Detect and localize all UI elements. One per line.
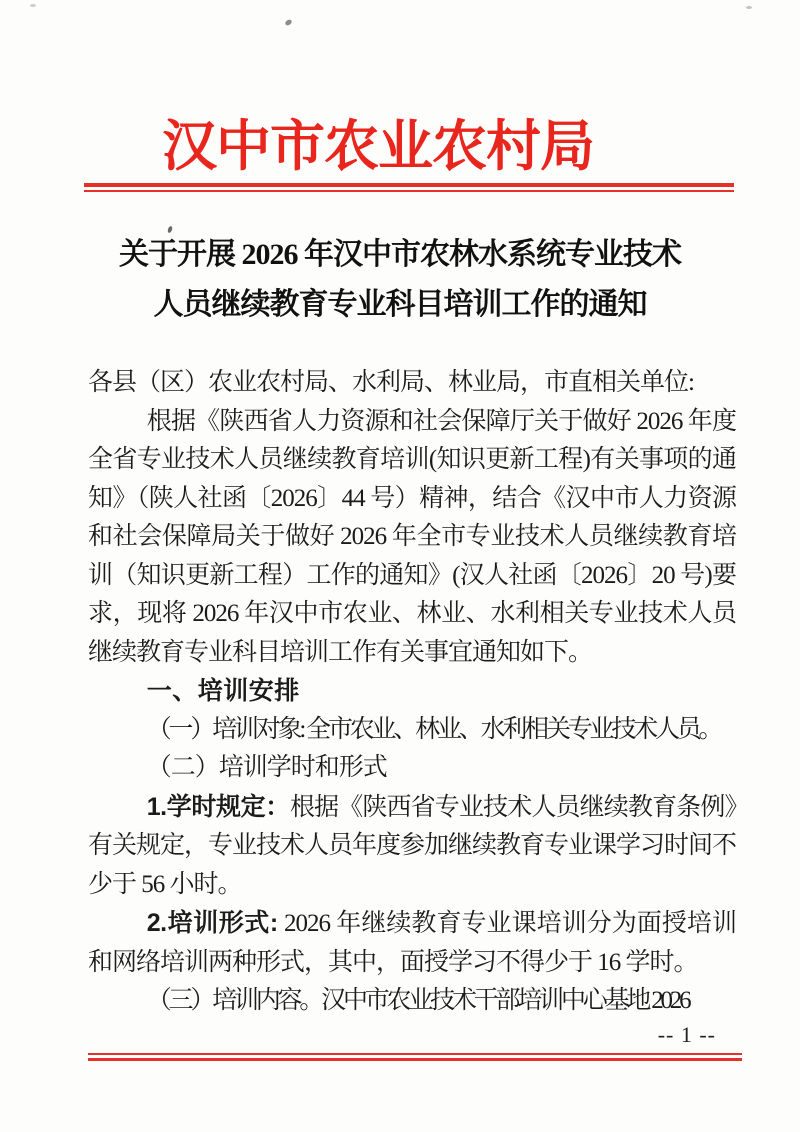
scan-speck <box>746 6 752 9</box>
notice-body <box>88 364 736 1021</box>
footer-double-rule <box>88 1053 742 1061</box>
paragraph-basis: 根据《陕西省人力资源和社会保障厅关于做好 2026 年度全省专业技术人员继续教育培训(知识更新工程)有关事项的通知》（陕人社函〔2026〕44 号）精神，结合《汉中市人力资源和社会保障局关于做好 2026 年全市专业技术人员继续教育培训（知识更新工程）工作的通知》(汉人社函〔2026〕20 号)要求，现将 2026 年汉中市农业、林业、水利相关专业技术人员继续教育专业科目培训工作有关事宜通知如下。 <box>88 407 736 666</box>
item-hours-rule-text: 根据《陕西省专业技术人员继续教育条例》有关规定，专业技术人员年度参加继续教育专业课学习时间不少于 56 小时。 <box>88 793 737 898</box>
item-training-hours-and-format: （二）培训学时和形式 <box>146 754 387 781</box>
agency-letterhead: 汉中市农业农村局 <box>161 116 594 177</box>
salutation-line: 各县（区）农业农村局、水利局、林业局，市直相关单位: <box>88 369 694 396</box>
notice-title-line-2: 人员继续教育专业科目培训工作的通知 <box>153 288 647 321</box>
item-training-target: （一）培训对象: 全市农业、林业、水利相关专业技术人员。 <box>146 715 721 743</box>
item-training-form-label: 2.培训形式: <box>146 909 278 937</box>
item-training-form <box>88 904 736 982</box>
item-training-content: （三）培训内容。汉中市农业技术干部培训中心基地 2026 <box>146 987 689 1014</box>
item-hours-rule-label: 1.学时规定： <box>146 792 290 821</box>
item-training-form-text: 2026 年继续教育专业课培训分为面授培训和网络培训两种形式，其中，面授学习不得少于 16 学时。 <box>88 910 736 976</box>
page-number: -- 1 -- <box>657 1022 716 1047</box>
notice-title <box>0 230 800 330</box>
section-heading-training-arrangement: 一、培训安排 <box>146 677 300 705</box>
scan-speck <box>284 18 293 26</box>
notice-title-line-1: 关于开展 2026 年汉中市农林水系统专业技术 <box>119 238 681 271</box>
scan-speck <box>30 4 36 7</box>
item-hours-rule <box>88 788 736 905</box>
letterhead-double-rule <box>84 183 734 192</box>
